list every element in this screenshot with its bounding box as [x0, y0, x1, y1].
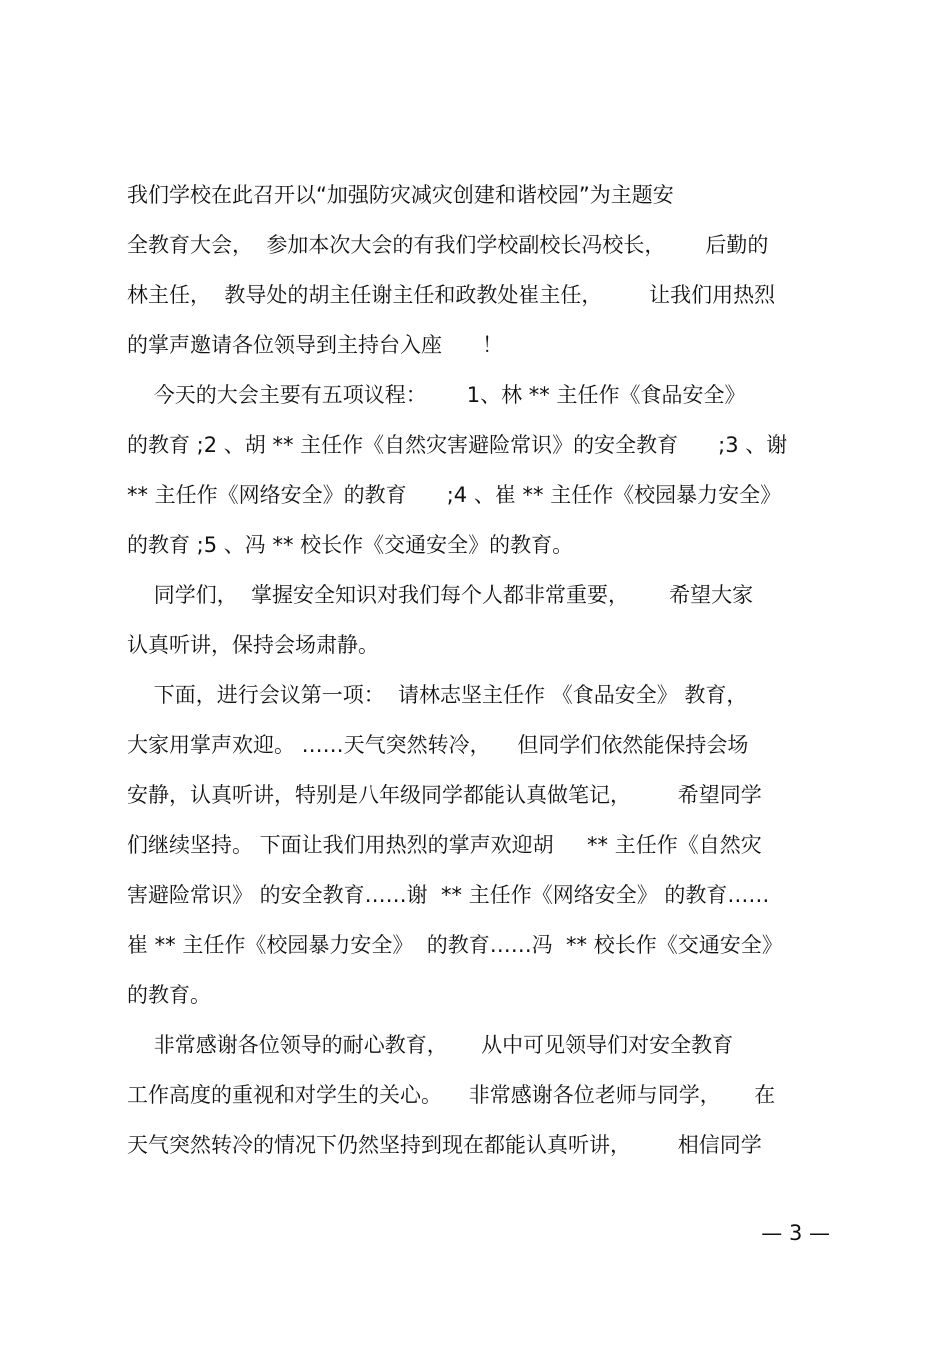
text-line: 天气突然转冷的情况下仍然坚持到现在都能认真听讲， 相信同学 — [127, 1133, 762, 1157]
text-line: 全教育大会， 参加本次大会的有我们学校副校长冯校长， 后勤的 — [127, 233, 769, 257]
text-line: 林主任， 教导处的胡主任谢主任和政教处崔主任， 让我们用热烈 — [127, 283, 776, 307]
document-body — [127, 170, 832, 1170]
text-line: 安静，认真听讲，特别是八年级同学都能认真做笔记， 希望同学 — [127, 783, 762, 807]
text-line: 认真听讲，保持会场肃静。 — [127, 633, 379, 657]
text-line: 工作高度的重视和对学生的关心。 非常感谢各位老师与同学， 在 — [127, 1083, 776, 1107]
text-line: 崔 ** 主任作《校园暴力安全》 的教育……冯 ** 校长作《交通安全》 — [127, 933, 783, 957]
text-line: 的教育 ;5 、冯 ** 校长作《交通安全》的教育。 — [127, 533, 574, 557]
text-line: 下面，进行会议第一项： 请林志坚主任作 《食品安全》 教育， — [127, 683, 748, 707]
text-line: 害避险常识》 的安全教育……谢 ** 主任作《网络安全》 的教育…… — [127, 883, 770, 907]
page-number: — 3 — — [761, 1221, 830, 1245]
text-line: 的教育 ;2 、胡 ** 主任作《自然灾害避险常识》的安全教育 ;3 、谢 — [127, 433, 788, 457]
text-line: 今天的大会主要有五项议程： 1、林 ** 主任作《食品安全》 — [127, 383, 746, 407]
text-line: 的掌声邀请各位领导到主持台入座 ！ — [127, 333, 504, 357]
text-line: 非常感谢各位领导的耐心教育， 从中可见领导们对安全教育 — [127, 1033, 734, 1057]
text-line: 的教育。 — [127, 983, 211, 1007]
text-line: ** 主任作《网络安全》的教育 ;4 、崔 ** 主任作《校园暴力安全》 — [127, 483, 782, 507]
text-line: 大家用掌声欢迎。 ……天气突然转冷， 但同学们依然能保持会场 — [127, 733, 749, 757]
text-line: 们继续坚持。 下面让我们用热烈的掌声欢迎胡 ** 主任作《自然灾 — [127, 833, 762, 857]
text-line: 我们学校在此召开以“加强防灾减灾创建和谐校园”为主题安 — [127, 183, 674, 207]
text-line: 同学们， 掌握安全知识对我们每个人都非常重要， 希望大家 — [127, 583, 754, 607]
